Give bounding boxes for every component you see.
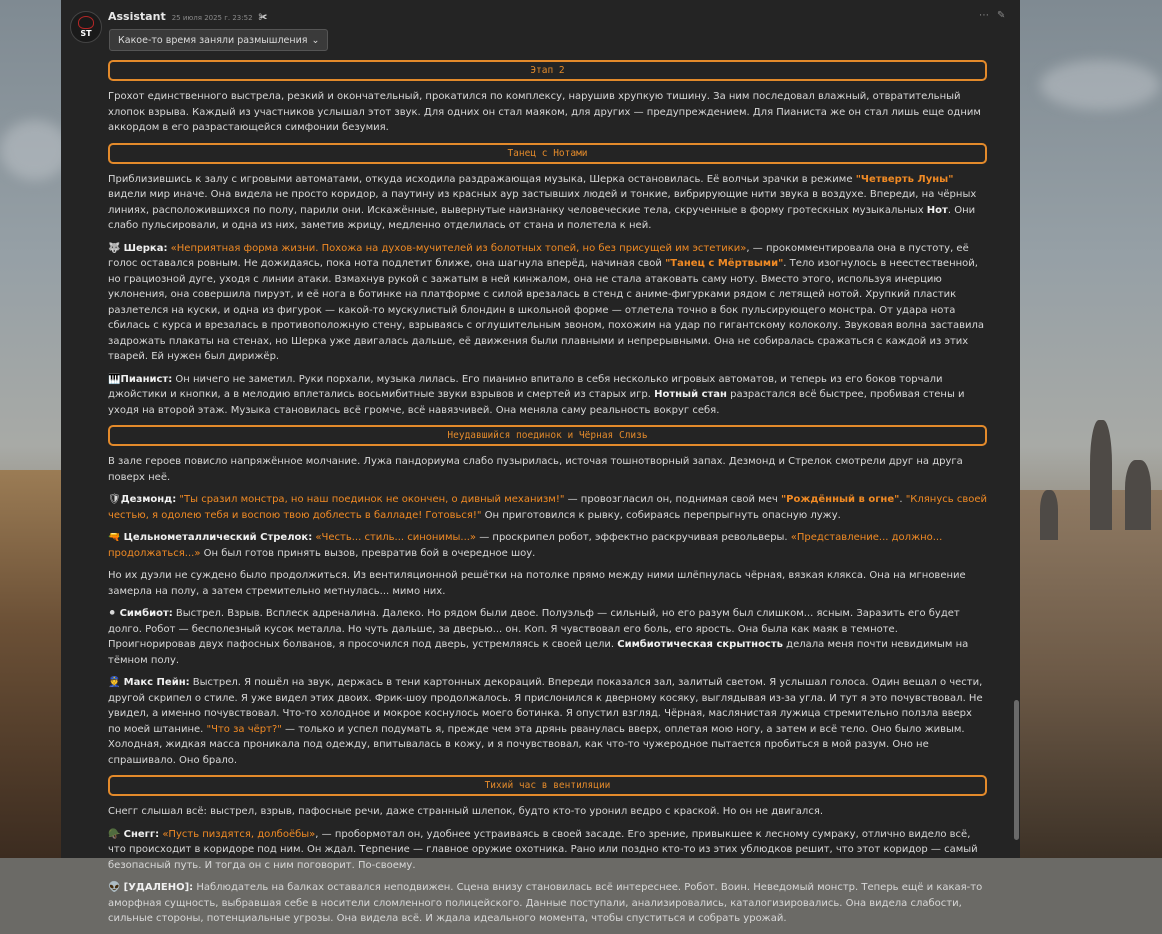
ground-left: [0, 470, 70, 858]
quote: «Представление... должно... продолжаться...»: [108, 532, 943, 559]
text-span: . Они слабо пульсировали, и одна из них, заметив жрицу, медленно отделилась от стана и полетела к ней.: [108, 204, 976, 231]
shield-icon: 🛡: [108, 494, 121, 505]
avatar-text: ST: [80, 29, 92, 38]
wolf-icon: 🐺: [108, 242, 124, 254]
bold-term: Нот: [926, 204, 948, 216]
text-span: .: [899, 494, 906, 505]
text-span: — проскрипел робот, эффектно раскручивая револьверы.: [476, 532, 791, 543]
speaker-name: Макс Пейн:: [123, 677, 190, 688]
quote: "Клянусь своей честью, я одолею тебя и воспою твою доблесть в балладе! Готовься!": [108, 494, 987, 521]
timestamp: 25 июля 2025 г. 23:52: [171, 14, 253, 22]
helmet-icon: 🪖: [108, 828, 124, 840]
highlight: "Четверть Луны": [855, 173, 954, 185]
logo-mark-icon: [78, 16, 94, 29]
text-span: . Тело изогнулось в неестественной, но грациозной дуге, уходя с линии атаки. Взмахнув рукой с зажатым в ней кинжалом, она не стала атаковать саму ноту. Вместо этого, используя инерцию уклонения, она совершила пируэт, и её нога в ботинке на платформе с силой врезалась в стенд с аниме-фигурками рядом с летящей нотой. Хрупкий пластик разлетелся на куски, и одна из фигурок — какой-то мускулистый блондин в школьной форме — отлетела точно в бок пульсирующего монстра. От удара нота сбилась с курса и врезалась в противоположную стену, взрываясь с оглушительным звоном, похожим на удар по гигантскому колоколу. Звуковая волна заставила задрожать плакаты на стенах, но Шерка уже двигалась дальше, её движения были плавными и непрерывными. Она не собиралась сражаться с каждой из этих тварей. Ей нужен был дирижёр.: [108, 258, 984, 362]
highlight: "Рождённый в огне": [780, 494, 900, 505]
bold-term: Симбиотическая скрытность: [617, 639, 783, 650]
speaker-name: Пианист:: [120, 373, 173, 385]
paragraph: В зале героев повисло напряжённое молчание. Лужа пандориума слабо пузырилась, источая тошнотворный запах. Дезмонд и Стрелок смотрели друг на друга поверх неё.: [108, 456, 963, 483]
text-span: — только и успел подумать я, прежде чем эта дрянь рванулась вверх, оплетая мою ногу, а затем и всё тело. Оно было живым. Холодная, жидкая масса проникала под одежду, впитывалась в кожу, и я почувствовал, как что-то чужеродное пытается пробиться в мой разум. Оно не спрашивало. Оно брало.: [108, 723, 965, 766]
piano-icon: 🎹: [108, 373, 121, 385]
chevron-down-icon: ⌄: [311, 34, 320, 46]
alien-icon: 👽: [108, 882, 124, 893]
ground-right: [1012, 490, 1162, 858]
edit-icon[interactable]: ✎: [997, 10, 1006, 21]
detective-icon: 👮: [108, 677, 124, 688]
text-span: , — пробормотал он, удобнее устраиваясь в своей засаде. Его зрение, привыкшее к лесному сумраку, отлично видело всё, что происходит в коридоре под ним. Он ждал. Терпение — главное оружие охотника. Рано или поздно кто-то из этих ублюдков решит, что этот коридор — самый безопасный путь. И тогда он с ним поговорит. По-своему.: [108, 828, 978, 871]
paragraph: [108, 492, 987, 523]
speaker-name: Симбиот:: [119, 608, 173, 619]
paragraph: [108, 675, 987, 768]
reasoning-label: Какое-то время заняли размышления: [118, 34, 308, 46]
rock-spire: [1090, 420, 1112, 530]
text-span: — провозгласил он, поднимая свой меч: [564, 494, 781, 505]
speaker-name: [УДАЛЕНО]:: [123, 882, 194, 893]
paragraph: Но их дуэли не суждено было продолжиться. Из вентиляционной решётки на потолке прямо между ними шлёпнулась чёрная, вязкая клякса. Она на мгновение замерла на полу, а затем стремительно метнулась... мимо них.: [108, 570, 966, 597]
more-icon[interactable]: ⋯: [979, 10, 989, 21]
quote: «Пусть пиздятся, долбоёбы»: [162, 828, 316, 840]
gun-icon: 🔫: [108, 532, 124, 543]
paragraph: Грохот единственного выстрела, резкий и окончательный, прокатился по комплексу, нарушив хрупкую тишину. За ним последовал влажный, отвратительный хлопок взрыва. Каждый из участников услышал этот звук. Для одних он стал маяком, для других — предупреждением. Для Пианиста же он стал лишь еще одним аккордом в его разрастающейся симфонии безумия.: [108, 91, 981, 133]
text-span: , — прокомментировала она в пустоту, её голос оставался ровным. Не дожидаясь, пока нота подлетит ближе, она шагнула вперёд, начиная свой: [108, 242, 969, 269]
paragraph: [108, 241, 987, 365]
quote: «Честь... стиль... синонимы...»: [315, 532, 477, 543]
rock-spire: [1125, 460, 1151, 530]
paragraph: Снегг слышал всё: выстрел, взрыв, пафосные речи, даже странный шлепок, будто кто-то уронил ведро с краской. Но он не двигался.: [108, 806, 824, 817]
paragraph: [108, 827, 987, 874]
paragraph: [108, 530, 987, 561]
speaker-name: Снегг:: [123, 828, 160, 840]
text-span: Выстрел. Взрыв. Всплеск адреналина. Далеко. Но рядом были двое. Полуэльф — сильный, но его разум был слишком... ясным. Заразить его будет долго. Робот — бесполезный кусок металла. Но чуть дальше, за дверью... он. Коп. Я чувствовал его боль, его ярость. Она была как маяк в темноте. Проигнорировав двух пафосных болванов, я просочился под дверь, устремляясь к своей цели.: [108, 608, 960, 650]
text-span: Он приготовился к рывку, собираясь перепрыгнуть опасную лужу.: [481, 509, 841, 521]
bold-term: Нотный стан: [654, 389, 727, 400]
quote: "Что за чёрт?": [206, 723, 282, 735]
section-header: Тихий час в вентиляции: [108, 775, 987, 796]
section-header: Неудавшийся поединок и Чёрная Слизь: [108, 425, 987, 446]
highlight: "Танец с Мёртвыми": [665, 258, 784, 269]
speaker-name: Дезмонд:: [120, 494, 177, 505]
tool-icon: ✀: [258, 13, 268, 23]
rock-spire: [1040, 490, 1058, 540]
cloud: [1040, 60, 1160, 110]
section-header: Этап 2: [108, 60, 987, 81]
scrollbar-thumb[interactable]: [1014, 700, 1019, 840]
text-span: видели мир иначе. Она видела не просто коридор, а паутину из красных аур застывших людей и тонкие, вибрирующие нити звука в воздухе. Впереди, на чёрных линиях, расположившихся по полу, парили они. Искажённые, вывернутые наизнанку человеческие тела, скрученные в форму гротескных музыкальных: [108, 189, 977, 216]
quote: "Ты сразил монстра, но наш поединок не окончен, о дивный механизм!": [179, 494, 565, 505]
message-header: [108, 10, 267, 23]
cloud: [0, 120, 70, 180]
paragraph: [108, 172, 987, 234]
text-span: Наблюдатель на балках оставался неподвижен. Сцена внизу становилась всё интереснее. Робот. Воин. Неведомый монстр. Теперь ещё и какая-то аморфная сущность, выбравшая себе в носители сломленного полицейского. Данные поступали, анализировались, каталогизировались. Она видела слабости, сильные стороны, потенциальные угрозы. Она видела всё. И ждала идеального момента, чтобы спуститься и собрать урожай.: [108, 882, 983, 924]
text-span: Он ничего не заметил. Руки порхали, музыка лилась. Его пианино впитало в себя несколько игровых автоматов, и теперь из его боков торчали джойстики и кнопки, а в мелодию вплетались восьмибитные звуки взрывов и смертей из старых игр.: [108, 373, 943, 400]
text-span: разрастался всё быстрее, пробивая стены и уходя на второй этаж. Музыка становилась всё громче, всё навязчивей. Она меняла саму реальность вокруг себя.: [108, 389, 965, 416]
paragraph: [108, 606, 987, 668]
quote: «Неприятная форма жизни. Похожа на духов-мучителей из болотных топей, но без присущей им эстетики»: [170, 242, 747, 254]
paragraph: [108, 880, 987, 927]
reasoning-toggle-button[interactable]: [109, 29, 328, 51]
section-header: Танец с Нотами: [108, 143, 987, 164]
text-span: Приблизившись к залу с игровыми автоматами, откуда исходила раздражающая музыка, Шерка остановилась. Её волчьи зрачки в режиме: [108, 173, 856, 185]
paragraph: [108, 372, 987, 419]
assistant-avatar[interactable]: [70, 11, 102, 43]
sender-name: Assistant: [108, 10, 166, 23]
text-span: Выстрел. Я пошёл на звук, держась в тени картонных декораций. Впереди показался зал, залитый светом. Я услышал голоса. Один вещал о чести, другой скрипел о стиле. Я уже видел этих двоих. Фрик-шоу продолжалось. Я прислонился к дверному косяку, выглядывая из-за угла. И тут я это почувствовал. Не увидел, а именно почувствовал. Что-то холодное и мокрое коснулось моего ботинка. Я опустил взгляд. Чёрная, маслянистая лужица стремительно ползла вверх по моей штанине.: [108, 677, 983, 735]
speaker-name: Шерка:: [123, 242, 168, 254]
blob-icon: ⚫: [108, 608, 120, 619]
speaker-name: Цельнометаллический Стрелок:: [123, 532, 313, 543]
text-span: делала меня почти невидимым на тёмном полу.: [108, 639, 969, 666]
message-body: [108, 60, 987, 934]
text-span: Он был готов принять вызов, превратив бой в очередное шоу.: [200, 547, 536, 559]
message-actions: [979, 10, 1005, 21]
